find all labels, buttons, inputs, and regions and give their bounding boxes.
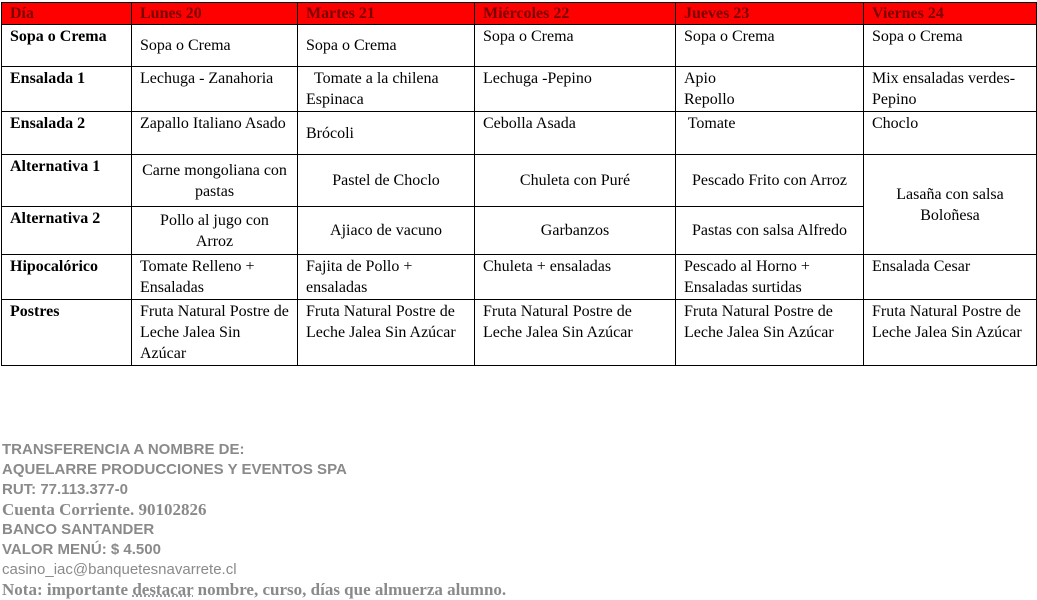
table-cell: Pastel de Choclo [298, 155, 475, 207]
table-cell: Tomate a la chilena Espinaca [298, 67, 475, 112]
table-cell: Fajita de Pollo + ensaladas [298, 255, 475, 300]
row-label: Alternativa 1 [2, 155, 132, 207]
table-row-alternativa1 [2, 155, 1037, 207]
table-cell: Lechuga -Pepino [475, 67, 676, 112]
table-cell: Mix ensaladas verdes- Pepino [864, 67, 1037, 112]
menu-price: VALOR MENÚ: $ 4.500 [2, 541, 161, 558]
weekly-menu-table [1, 2, 1037, 366]
company-name: AQUELARRE PRODUCCIONES Y EVENTOS SPA [2, 461, 347, 478]
row-label: Sopa o Crema [2, 25, 132, 67]
table-cell: Fruta Natural Postre de Leche Jalea Sin Azúcar [676, 300, 864, 366]
header-wednesday: Miércoles 22 [475, 3, 676, 25]
table-cell: Chuleta + ensaladas [475, 255, 676, 300]
table-cell: Choclo [864, 112, 1037, 155]
table-cell: Pescado al Horno + Ensaladas surtidas [676, 255, 864, 300]
table-row-ensalada1 [2, 67, 1037, 112]
table-row-hipocalorico [2, 255, 1037, 300]
table-cell: Cebolla Asada [475, 112, 676, 155]
table-cell: Pescado Frito con Arroz [676, 155, 864, 207]
bank-name: BANCO SANTANDER [2, 521, 155, 538]
note-suffix: nombre, curso, días que almuerza alumno. [193, 580, 507, 599]
table-cell: Ensalada Cesar [864, 255, 1037, 300]
table-cell: Tomate [676, 112, 864, 155]
header-thursday: Jueves 23 [676, 3, 864, 25]
table-cell: Ajiaco de vacuno [298, 207, 475, 255]
table-cell: Brócoli [298, 112, 475, 155]
header-monday: Lunes 20 [132, 3, 298, 25]
contact-email[interactable]: casino_iac@banquetesnavarrete.cl [2, 561, 237, 578]
transfer-heading: TRANSFERENCIA A NOMBRE DE: [2, 441, 245, 458]
row-label: Ensalada 1 [2, 67, 132, 112]
row-label: Ensalada 2 [2, 112, 132, 155]
table-cell: Sopa o Crema [132, 25, 298, 67]
table-cell: Zapallo Italiano Asado [132, 112, 298, 155]
table-cell: Pastas con salsa Alfredo [676, 207, 864, 255]
note-text [2, 580, 506, 600]
row-label: Hipocalórico [2, 255, 132, 300]
table-cell: Tomate Relleno + Ensaladas [132, 255, 298, 300]
table-cell-merged: Lasaña con salsa Boloñesa [864, 155, 1037, 255]
note-highlight: destacar [132, 580, 194, 599]
table-cell: Fruta Natural Postre de Leche Jalea Sin Azúcar [475, 300, 676, 366]
table-cell: Sopa o Crema [864, 25, 1037, 67]
header-tuesday: Martes 21 [298, 3, 475, 25]
table-cell: Sopa o Crema [475, 25, 676, 67]
table-cell: Apio Repollo [676, 67, 864, 112]
table-cell: Garbanzos [475, 207, 676, 255]
table-row-postres [2, 300, 1037, 366]
header-friday: Viernes 24 [864, 3, 1037, 25]
table-cell: Carne mongoliana con pastas [132, 155, 298, 207]
rut-number: RUT: 77.113.377-0 [2, 481, 128, 498]
table-cell: Fruta Natural Postre de Leche Jalea Sin Azúcar [132, 300, 298, 366]
header-day: Día [2, 3, 132, 25]
table-cell: Chuleta con Puré [475, 155, 676, 207]
row-label: Postres [2, 300, 132, 366]
table-row-sopa [2, 25, 1037, 67]
header-row [2, 3, 1037, 25]
account-number: Cuenta Corriente. 90102826 [2, 500, 207, 519]
table-cell: Fruta Natural Postre de Leche Jalea Sin Azúcar [298, 300, 475, 366]
table-cell: Sopa o Crema [298, 25, 475, 67]
table-cell: Pollo al jugo con Arroz [132, 207, 298, 255]
row-label: Alternativa 2 [2, 207, 132, 255]
note-prefix: Nota: importante [2, 580, 133, 599]
table-cell: Fruta Natural Postre de Leche Jalea Sin Azúcar [864, 300, 1037, 366]
payment-info [2, 440, 506, 600]
table-row-ensalada2 [2, 112, 1037, 155]
table-cell: Sopa o Crema [676, 25, 864, 67]
table-cell: Lechuga - Zanahoria [132, 67, 298, 112]
